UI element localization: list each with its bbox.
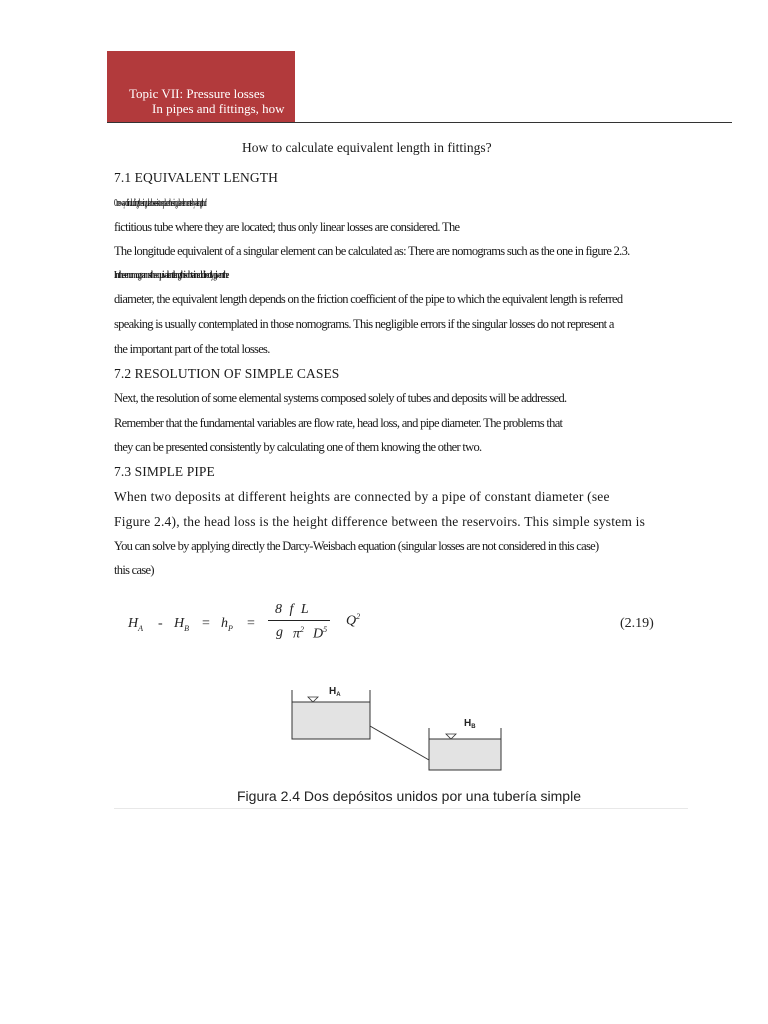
eq-fraction-bar xyxy=(268,620,330,621)
paragraph-line: One way of including the singular losses is to replace the singular elements by a length of xyxy=(114,197,206,209)
eq-q: $Q^2$ xyxy=(346,612,361,629)
eq-number: (2.19) xyxy=(620,616,654,631)
paragraph-line: Figure 2.4), the head loss is the height difference between the reservoirs. This simple system is xyxy=(114,514,646,529)
paragraph-line: Remember that the fundamental variables are flow rate, head loss, and pipe diameter. The problems that xyxy=(114,416,563,430)
paragraph-line: Next, the resolution of some elemental systems composed solely of tubes and deposits will be addressed. xyxy=(114,391,567,405)
eq-hp: $h_P$ xyxy=(221,616,233,633)
header-line-1: Topic VII: Pressure losses xyxy=(129,86,265,101)
section-heading-7-3: 7.3 SIMPLE PIPE xyxy=(114,464,215,479)
paragraph-line: When two deposits at different heights are connected by a pipe of constant diameter (see xyxy=(114,489,610,504)
paragraph-line: the important part of the total losses. xyxy=(114,342,270,356)
connecting-pipe xyxy=(370,726,429,760)
eq-den-g: g xyxy=(276,625,283,640)
paragraph-line: The longitude equivalent of a singular element can be calculated as: There are nomograms such as the one in figure 2.3. xyxy=(114,244,630,258)
section-heading-7-1: 7.1 EQUIVALENT LENGTH xyxy=(114,170,278,185)
equation-2-19 xyxy=(128,600,668,646)
page-title: How to calculate equivalent length in fittings? xyxy=(242,140,492,155)
paragraph-line: diameter, the equivalent length depends on the friction coefficient of the pipe to which the equivalent length is referred xyxy=(114,292,623,306)
paragraph-line: fictitious tube where they are located; thus only linear losses are considered. The xyxy=(114,220,460,234)
eq-minus: - xyxy=(158,616,163,631)
paragraph-line: speaking is usually contemplated in those nomograms. This negligible errors if the singular losses do not represent a xyxy=(114,317,614,331)
eq-equals-1: = xyxy=(202,616,210,631)
label-ha: $H_A$ xyxy=(329,686,341,698)
water-level-a-icon xyxy=(308,697,318,702)
eq-hb: $H_B$ xyxy=(174,616,190,633)
paragraph-line: In these nomograms the equivalent length is obtained directly given the xyxy=(114,269,228,281)
two-reservoirs-diagram xyxy=(288,682,508,774)
header-line-2: In pipes and fittings, how xyxy=(152,101,285,116)
header-box xyxy=(107,51,295,122)
eq-equals-2: = xyxy=(247,616,255,631)
paragraph-line: they can be presented consistently by calculating one of them knowing the other two. xyxy=(114,440,482,454)
eq-den-pi: $\pi^2$ xyxy=(293,625,305,642)
section-heading-7-2: 7.2 RESOLUTION OF SIMPLE CASES xyxy=(114,366,340,381)
reservoir-b-water xyxy=(429,739,501,770)
eq-ha: $H_A$ xyxy=(128,616,144,633)
header-rule xyxy=(107,122,732,123)
eq-numerator: 8 f L xyxy=(275,602,311,617)
reservoir-a-water xyxy=(292,702,370,739)
paragraph-line: You can solve by applying directly the Darcy-Weisbach equation (singular losses are not considered in this case) xyxy=(114,539,599,553)
figure-rule xyxy=(114,808,688,809)
paragraph-line: this case) xyxy=(114,563,154,577)
figure-caption: Figura 2.4 Dos depósitos unidos por una tubería simple xyxy=(237,788,581,804)
label-hb: $H_B$ xyxy=(464,718,476,730)
eq-den-d: $D^5$ xyxy=(313,625,328,642)
water-level-b-icon xyxy=(446,734,456,739)
